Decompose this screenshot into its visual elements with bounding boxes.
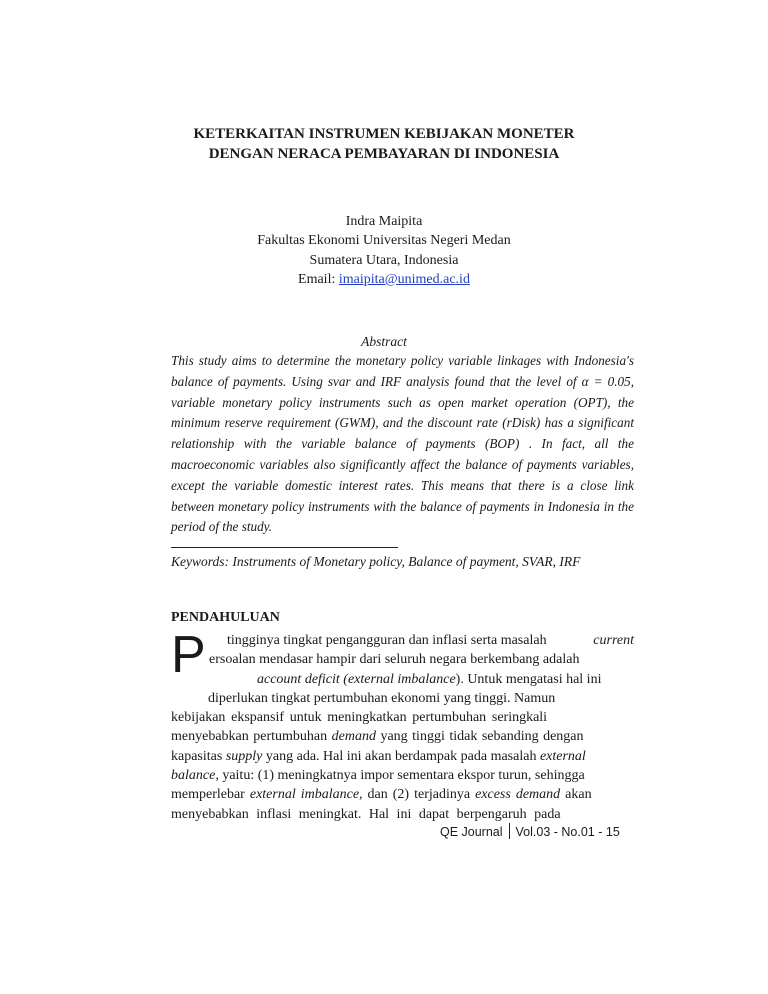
footer-journal: QE Journal: [440, 825, 503, 839]
body-line: memperlebar external imbalance, dan (2) terjadinya excess demand akan: [171, 787, 592, 803]
body-line: menyebabkan inflasi meningkat. Hal ini dapat berpengaruh pada: [171, 806, 561, 822]
author-affiliation: Fakultas Ekonomi Universitas Negeri Medan: [257, 233, 511, 249]
email-label: Email:: [298, 271, 336, 287]
footer-issue: Vol.03 - No.01 -: [515, 825, 603, 839]
keywords-divider: [171, 547, 398, 548]
body-line: balance, yaitu: (1) meningkatnya impor sementara ekspor turun, sehingga: [171, 768, 585, 784]
email-link[interactable]: imaipita@unimed.ac.id: [338, 271, 470, 287]
author-name: Indra Maipita: [345, 214, 423, 229]
author-block: [0, 212, 768, 289]
body-line: diperlukan tingkat pertumbuhan ekonomi yang tinggi. Namun: [208, 690, 556, 706]
author-location: Sumatera Utara, Indonesia: [309, 252, 459, 268]
footer-divider: [509, 823, 510, 839]
body-line: kebijakan ekspansif untuk meningkatkan pertumbuhan seringkali: [171, 710, 548, 726]
title-line-1: KETERKAITAN INSTRUMEN KEBIJAKAN MONETER: [193, 126, 575, 142]
author-email-line: [0, 270, 768, 289]
body-line: account deficit (external imbalance). Untuk mengatasi hal ini: [257, 671, 602, 687]
section-heading: PENDAHULUAN: [171, 610, 280, 625]
abstract-heading: Abstract: [361, 334, 407, 349]
body-line: tingginya tingkat pengangguran dan inflasi serta masalah current: [227, 633, 634, 648]
title-line-2: DENGAN NERACA PEMBAYARAN DI INDONESIA: [208, 146, 560, 162]
section-body: [171, 626, 634, 824]
paper-title: [0, 124, 768, 164]
body-line: ersoalan mendasar hampir dari seluruh negara berkembang adalah: [209, 652, 580, 668]
drop-cap: P: [171, 626, 206, 684]
page-footer: [440, 823, 620, 840]
abstract-text: This study aims to determine the monetary policy variable linkages with Indonesia's balance of payments. Using svar and IRF analysis found that the level of α = 0.05, variable monetary policy instruments such as open market operation (OPT), the minimum reserve requirement (GWM), and the discount rate (rDisk) has a significant relationship with the variable balance of payments (BOP) . In fact, all the macroeconomic variables also significantly affect the balance of payments variables, except the variable domestic interest rates. This means that there is a close link between monetary policy instruments with the balance of payments in Indonesia in the period of the study.: [171, 353, 634, 535]
body-line: menyebabkan pertumbuhan demand yang tinggi tidak sebanding dengan: [171, 729, 584, 745]
body-line: kapasitas supply yang ada. Hal ini akan berdampak pada masalah external: [171, 748, 586, 764]
page-number: 15: [605, 825, 620, 839]
keywords: Keywords: Instruments of Monetary policy, Balance of payment, SVAR, IRF: [171, 554, 581, 569]
